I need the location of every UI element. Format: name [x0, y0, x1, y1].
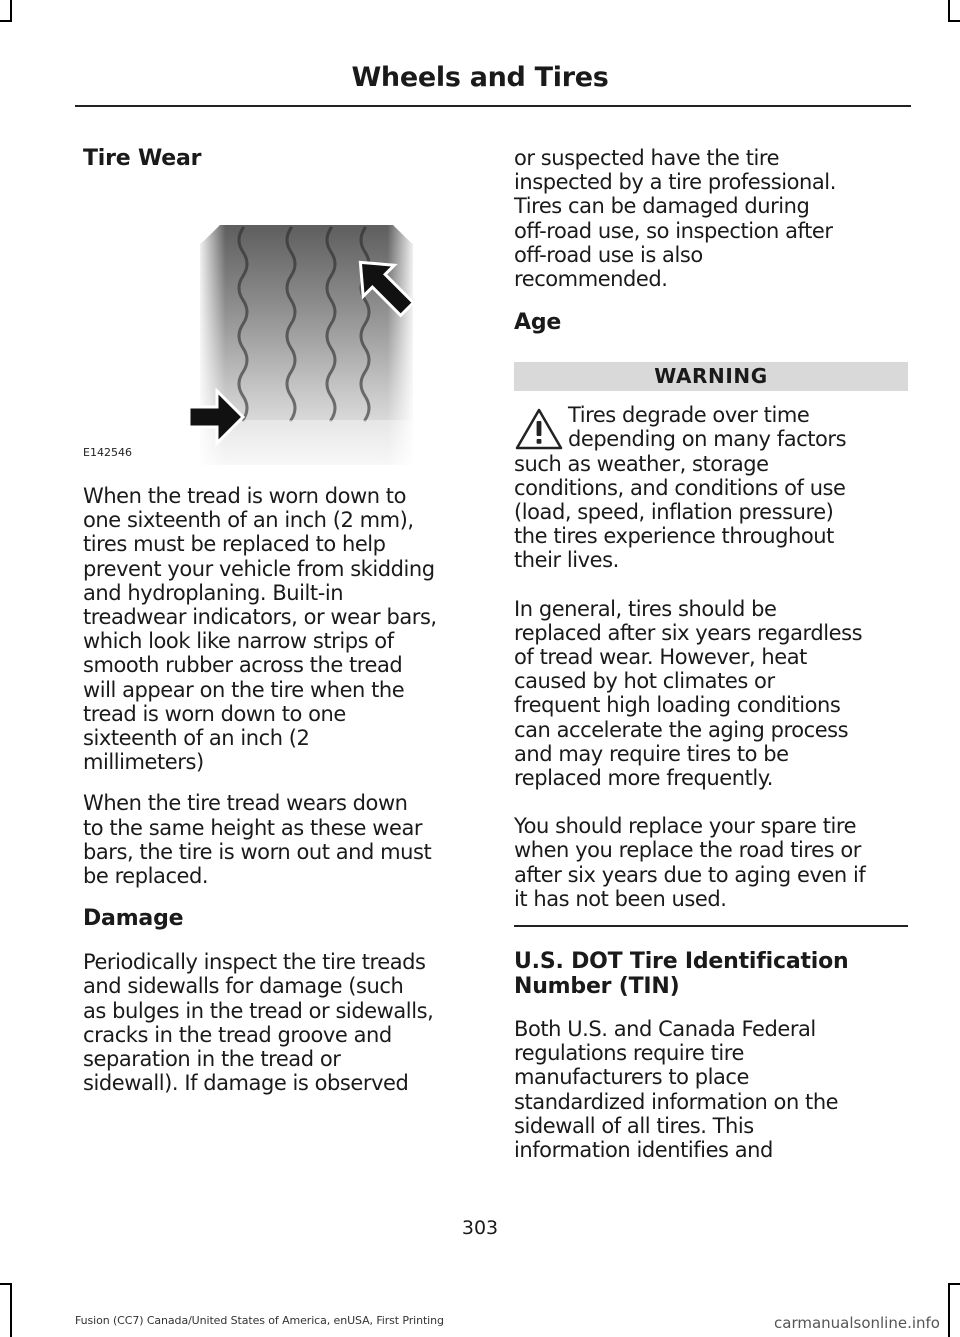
- para-general: In general, tires should be replaced after six years regardless of tread wear. However, heat caused by hot climates or frequent high loading conditions can accelerate the aging process and may require tires to be replaced more frequently.: [514, 596, 863, 791]
- crop-mark: [948, 1283, 960, 1285]
- crop-mark: [948, 1283, 950, 1337]
- watermark[interactable]: carmanualsonline.info: [774, 1314, 940, 1332]
- heading-damage: Damage: [83, 906, 184, 932]
- para-wear-bars: When the tire tread wears down to the same height as these wear bars, the tire is worn out and must be replaced.: [83, 791, 432, 889]
- right-column: [514, 146, 908, 1162]
- warning-text: Tires degrade over time depending on many factors such as weather, storage conditions, and conditions of use (load, speed, inflation pressure) the tires experience throughout their lives.: [514, 403, 847, 573]
- para-tread: When the tread is worn down to one sixteenth of an inch (2 mm), tires must be replaced to help prevent your vehicle from skidding and hydroplaning. Built-in treadwear indicators, or wear bars, which look like narrow strips of smooth rubber across the tread will appear on the tire when the tread is worn down to one sixteenth of an inch (2 millimeters): [83, 484, 437, 775]
- crop-mark: [10, 1283, 12, 1337]
- para-damage: Periodically inspect the tire treads and sidewalls for damage (such as bulges in the tread or sidewalls, cracks in the tread groove and separation in the tread or sidewall). If damage is observed: [83, 950, 434, 1096]
- left-column: [83, 146, 478, 1095]
- section-divider: [514, 925, 908, 927]
- heading-tire-wear: Tire Wear: [83, 146, 202, 171]
- crop-mark: [948, 0, 950, 22]
- warning-triangle-icon: [514, 407, 564, 451]
- header-rule: [75, 105, 911, 107]
- warning-label: WARNING: [514, 362, 908, 391]
- para-spare: You should replace your spare tire when you replace the road tires or after six years due to aging even if it has not been used.: [514, 814, 866, 911]
- page-number: 303: [461, 1217, 499, 1239]
- tire-tread-image: [83, 200, 478, 465]
- section-title: Wheels and Tires: [351, 62, 609, 93]
- crop-mark: [0, 1283, 12, 1285]
- heading-age: Age: [514, 310, 562, 336]
- para-dot: Both U.S. and Canada Federal regulations require tire manufacturers to place standardized information on the sidewall of all tires. This information identifies and: [514, 1017, 839, 1163]
- crop-mark: [948, 20, 960, 22]
- tire-tread-figure: [83, 200, 478, 465]
- para-continued: or suspected have the tire inspected by a tire professional. Tires can be damaged during off-road use, so inspection after off-road use is also recommended.: [514, 146, 836, 292]
- heading-dot-tin: U.S. DOT Tire Identification Number (TIN): [514, 949, 849, 1000]
- crop-mark: [0, 20, 12, 22]
- print-info: Fusion (CC7) Canada/United States of America, enUSA, First Printing: [75, 1314, 444, 1327]
- figure-code: E142546: [83, 446, 132, 459]
- crop-mark: [10, 0, 12, 22]
- warning-block: [514, 403, 908, 572]
